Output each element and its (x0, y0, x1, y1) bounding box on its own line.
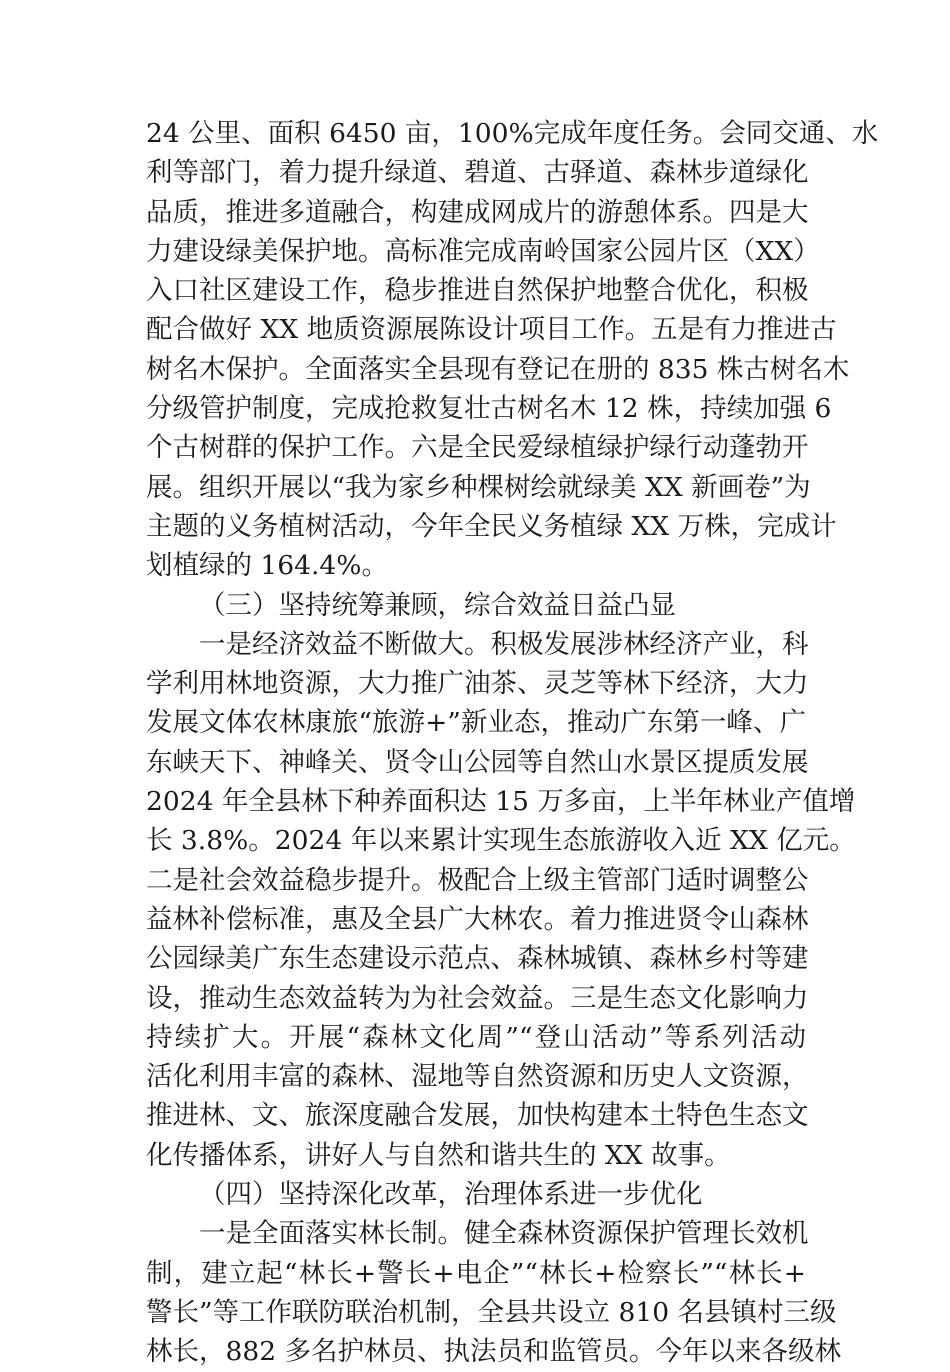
text-line: 品质，推进多道融合，构建成网成片的游憩体系。四是大 (146, 196, 809, 228)
text-line: 入口社区建设工作，稳步推进自然保护地整合优化，积极 (146, 275, 809, 307)
body-text (146, 114, 879, 1372)
text-line: 制，建立起“林长+警长+电企”“林长+检察长”“林长+ (146, 1257, 806, 1289)
text-line: 树名木保护。全面落实全县现有登记在册的 835 株古树名木 (146, 353, 850, 385)
paragraph-first-line: 一是经济效益不断做大。积极发展涉林经济产业，科 (199, 628, 809, 660)
text-line: 公园绿美广东生态建设示范点、森林城镇、森林乡村等建 (146, 943, 809, 975)
text-line: 主题的义务植树活动，今年全民义务植绿 XX 万株，完成计 (146, 510, 837, 542)
text-line: 设，推动生态效益转为为社会效益。三是生态文化影响力 (146, 982, 809, 1014)
text-line: 学利用林地资源，大力推广油茶、灵芝等林下经济，大力 (146, 668, 809, 700)
text-line: 利等部门，着力提升绿道、碧道、古驿道、森林步道绿化 (146, 157, 809, 189)
text-line: 展。组织开展以“我为家乡种棵树绘就绿美 XX 新画卷”为 (146, 471, 811, 503)
section-heading: （四）坚持深化改革，治理体系进一步优化 (199, 1179, 703, 1211)
section-heading: （三）坚持统筹兼顾，综合效益日益凸显 (199, 589, 676, 621)
text-line: 个古树群的保护工作。六是全民爱绿植绿护绿行动蓬勃开 (146, 432, 809, 464)
text-line: 划植绿的 164.4%。 (146, 550, 388, 582)
text-line: 二是社会效益稳步提升。极配合上级主管部门适时调整公 (146, 864, 809, 896)
text-line: 24 公里、面积 6450 亩，100%完成年度任务。会同交通、水 (146, 118, 879, 149)
text-line: 力建设绿美保护地。高标准完成南岭国家公园片区（XX） (146, 235, 820, 267)
text-line: 分级管护制度，完成抢救复壮古树名木 12 株，持续加强 6 (146, 393, 832, 425)
text-line: 林长，882 多名护林员、执法员和监管员。今年以来各级林 (146, 1336, 842, 1368)
text-line: 益林补偿标准，惠及全县广大林农。着力推进贤令山森林 (146, 903, 809, 935)
text-line: 活化利用丰富的森林、湿地等自然资源和历史人文资源， (146, 1061, 809, 1093)
text-line: 发展文体农林康旅“旅游+”新业态，推动广东第一峰、广 (146, 707, 806, 739)
paragraph-first-line: 一是全面落实林长制。健全森林资源保护管理长效机 (199, 1218, 809, 1250)
text-line: 化传播体系，讲好人与自然和谐共生的 XX 故事。 (146, 1139, 731, 1171)
text-line: 持续扩大。开展“森林文化周”“登山活动”等系列活动 (146, 1021, 806, 1053)
text-line: 2024 年全县林下种养面积达 15 万多亩，上半年林业产值增 (146, 786, 856, 818)
text-line: 长 3.8%。2024 年以来累计实现生态旅游收入近 XX 亿元。 (146, 825, 856, 857)
text-line: 配合做好 XX 地质资源展陈设计项目工作。五是有力推进古 (146, 314, 837, 346)
text-line: 警长”等工作联防联治机制，全县共设立 810 名县镇村三级 (146, 1296, 837, 1328)
text-line: 推进林、文、旅深度融合发展，加快构建本土特色生态文 (146, 1100, 809, 1132)
text-line: 东峡天下、神峰关、贤令山公园等自然山水景区提质发展 (146, 746, 809, 778)
